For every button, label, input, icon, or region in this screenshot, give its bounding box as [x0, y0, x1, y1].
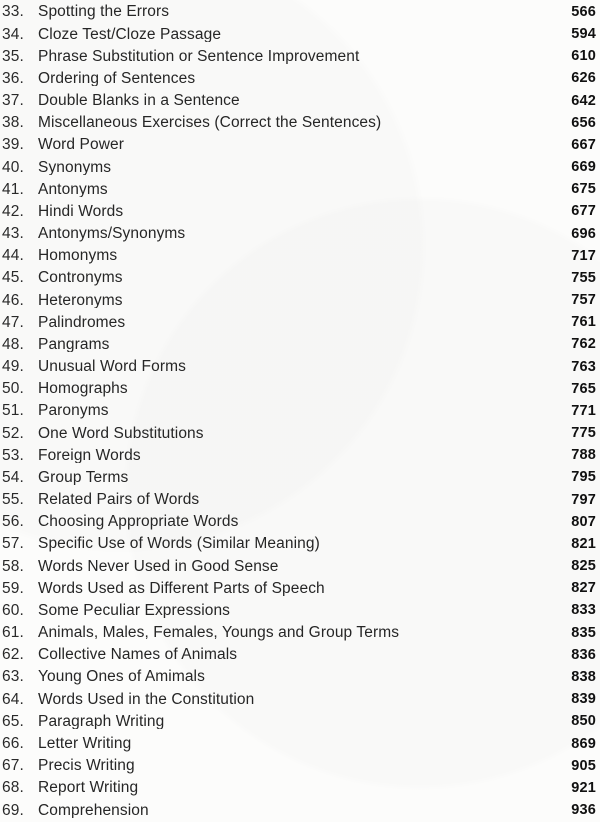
toc-entry-number: 63. — [2, 668, 24, 686]
toc-entry-number: 68. — [2, 779, 24, 797]
toc-entry-page: 936 — [571, 802, 596, 819]
toc-entry-title: Palindromes — [38, 314, 126, 331]
toc-entry-title: Words Used as Different Parts of Speech — [38, 580, 325, 597]
toc-entry-page: 717 — [571, 247, 596, 264]
toc-row — [2, 245, 600, 267]
toc-list — [2, 1, 600, 822]
toc-entry-title: Precis Writing — [38, 758, 135, 774]
toc-row — [2, 489, 600, 511]
toc-entry-number: 36. — [2, 69, 24, 87]
toc-entry-page: 807 — [571, 513, 596, 530]
toc-entry-title: Specific Use of Words (Similar Meaning) — [38, 536, 320, 552]
toc-row — [2, 400, 600, 422]
toc-entry-number: 44. — [2, 247, 24, 265]
toc-entry-number: 64. — [2, 690, 24, 708]
toc-row — [2, 267, 600, 289]
toc-entry-page: 696 — [571, 225, 596, 242]
toc-entry-page: 797 — [571, 491, 596, 508]
toc-entry-title: Group Terms — [38, 469, 129, 486]
toc-row — [2, 622, 600, 644]
toc-entry-page: 757 — [571, 292, 596, 309]
toc-entry-number: 69. — [2, 801, 24, 819]
toc-row — [2, 577, 600, 599]
toc-entry-page: 642 — [571, 92, 596, 109]
toc-row — [2, 90, 600, 112]
toc-entry-number: 38. — [2, 114, 24, 132]
toc-entry-number: 46. — [2, 291, 24, 309]
toc-entry-title: Phrase Substitution or Sentence Improvement — [38, 48, 360, 65]
toc-entry-number: 54. — [2, 468, 24, 486]
toc-row — [2, 134, 600, 156]
toc-entry-page: 869 — [571, 735, 596, 752]
toc-row — [2, 644, 600, 666]
toc-entry-page: 821 — [571, 535, 596, 552]
toc-row — [2, 289, 600, 311]
toc-entry-number: 37. — [2, 92, 24, 110]
toc-entry-page: 669 — [571, 159, 596, 176]
toc-entry-page: 675 — [571, 181, 596, 198]
toc-entry-title: Young Ones of Amimals — [38, 669, 205, 685]
toc-entry-page: 594 — [571, 26, 596, 42]
toc-row — [2, 334, 600, 356]
toc-entry-title: Collective Names of Animals — [38, 647, 238, 663]
toc-entry-page: 566 — [571, 3, 596, 20]
toc-entry-number: 49. — [2, 358, 24, 376]
toc-entry-title: Hindi Words — [38, 203, 124, 220]
toc-entry-page: 827 — [571, 580, 596, 597]
toc-entry-title: Report Writing — [38, 780, 139, 796]
toc-row — [2, 45, 600, 67]
toc-row — [2, 201, 600, 223]
toc-entry-title: Word Power — [38, 137, 124, 153]
toc-entry-title: Synonyms — [38, 159, 112, 176]
toc-row — [2, 1, 600, 23]
toc-entry-title: Double Blanks in a Sentence — [38, 93, 240, 109]
toc-entry-number: 40. — [2, 158, 24, 176]
toc-entry-page: 762 — [571, 336, 596, 353]
toc-entry-number: 43. — [2, 225, 24, 243]
toc-entry-title: Choosing Appropriate Words — [38, 514, 239, 530]
toc-entry-page: 667 — [571, 136, 596, 153]
toc-entry-page: 836 — [571, 646, 596, 663]
toc-entry-number: 48. — [2, 335, 24, 353]
toc-row — [2, 156, 600, 178]
toc-entry-page: 839 — [571, 691, 596, 708]
toc-entry-title: Related Pairs of Words — [38, 492, 200, 508]
toc-entry-number: 58. — [2, 557, 24, 575]
toc-entry-page: 626 — [571, 70, 596, 87]
toc-entry-title: Cloze Test/Cloze Passage — [38, 26, 222, 42]
toc-row — [2, 666, 600, 688]
toc-row — [2, 378, 600, 400]
toc-entry-number: 34. — [2, 25, 24, 43]
toc-entry-number: 61. — [2, 624, 24, 642]
toc-entry-number: 60. — [2, 601, 24, 619]
toc-entry-title: Spotting the Errors — [38, 4, 170, 20]
toc-entry-title: Paragraph Writing — [38, 713, 165, 730]
toc-row — [2, 555, 600, 577]
toc-entry-number: 66. — [2, 735, 24, 752]
toc-entry-page: 677 — [571, 203, 596, 220]
toc-entry-page: 838 — [571, 668, 596, 685]
toc-entry-page: 765 — [571, 380, 596, 397]
toc-entry-page: 795 — [571, 469, 596, 486]
toc-entry-page: 771 — [571, 402, 596, 419]
toc-entry-title: Words Used in the Constitution — [38, 691, 255, 708]
toc-entry-number: 59. — [2, 579, 24, 597]
toc-entry-title: Some Peculiar Expressions — [38, 602, 231, 619]
toc-entry-number: 47. — [2, 313, 24, 331]
toc-entry-title: Antonyms/Synonyms — [38, 226, 186, 242]
toc-entry-title: Comprehension — [38, 802, 149, 819]
toc-row — [2, 733, 600, 755]
toc-row — [2, 422, 600, 444]
toc-entry-page: 755 — [571, 269, 596, 286]
toc-row — [2, 777, 600, 799]
toc-entry-number: 50. — [2, 380, 24, 398]
toc-entry-title: Animals, Males, Females, Youngs and Group Terms — [38, 625, 400, 641]
toc-entry-title: Letter Writing — [38, 736, 132, 752]
toc-entry-title: Homographs — [38, 381, 128, 397]
toc-entry-number: 41. — [2, 180, 24, 198]
toc-entry-number: 53. — [2, 446, 24, 464]
toc-entry-page: 835 — [571, 624, 596, 641]
toc-row — [2, 223, 600, 245]
toc-row — [2, 178, 600, 200]
toc-entry-page: 905 — [571, 757, 596, 774]
toc-entry-page: 763 — [571, 358, 596, 375]
toc-entry-page: 775 — [571, 425, 596, 442]
toc-entry-title: Unusual Word Forms — [38, 359, 186, 375]
toc-entry-number: 52. — [2, 424, 24, 442]
toc-row — [2, 467, 600, 489]
toc-entry-number: 56. — [2, 513, 24, 531]
toc-row — [2, 356, 600, 378]
toc-entry-number: 62. — [2, 646, 24, 664]
toc-row — [2, 600, 600, 622]
toc-entry-page: 610 — [571, 48, 596, 65]
toc-entry-number: 55. — [2, 491, 24, 509]
toc-entry-page: 825 — [571, 558, 596, 575]
toc-row — [2, 68, 600, 90]
toc-entry-number: 57. — [2, 535, 24, 553]
toc-entry-number: 45. — [2, 269, 24, 287]
toc-entry-page: 788 — [571, 447, 596, 464]
toc-entry-page: 850 — [571, 713, 596, 730]
toc-entry-title: Foreign Words — [38, 447, 141, 464]
toc-entry-title: Paronyms — [38, 403, 109, 419]
toc-entry-page: 656 — [571, 114, 596, 131]
toc-entry-title: Words Never Used in Good Sense — [38, 558, 279, 575]
toc-entry-title: Antonyms — [38, 181, 108, 198]
toc-entry-number: 35. — [2, 47, 24, 65]
toc-entry-title: Heteronyms — [38, 292, 123, 309]
toc-row — [2, 511, 600, 533]
toc-entry-title: Miscellaneous Exercises (Correct the Sentences) — [38, 115, 382, 131]
toc-entry-number: 33. — [2, 3, 24, 21]
toc-entry-title: One Word Substitutions — [38, 425, 204, 442]
toc-row — [2, 444, 600, 466]
toc-row — [2, 112, 600, 134]
toc-entry-page: 921 — [571, 779, 596, 796]
toc-entry-number: 51. — [2, 402, 24, 420]
toc-entry-number: 65. — [2, 712, 24, 730]
toc-row — [2, 533, 600, 555]
toc-entry-title: Contronyms — [38, 270, 123, 286]
toc-entry-page: 761 — [571, 314, 596, 331]
toc-entry-number: 42. — [2, 202, 24, 220]
toc-entry-number: 67. — [2, 757, 24, 775]
toc-entry-title: Homonyms — [38, 248, 118, 264]
toc-entry-page: 833 — [571, 602, 596, 619]
toc-row — [2, 23, 600, 45]
toc-row — [2, 755, 600, 777]
toc-row — [2, 799, 600, 821]
toc-entry-title: Pangrams — [38, 336, 110, 353]
toc-row — [2, 311, 600, 333]
toc-entry-title: Ordering of Sentences — [38, 70, 196, 87]
toc-entry-number: 39. — [2, 136, 24, 154]
toc-row — [2, 711, 600, 733]
toc-row — [2, 688, 600, 710]
